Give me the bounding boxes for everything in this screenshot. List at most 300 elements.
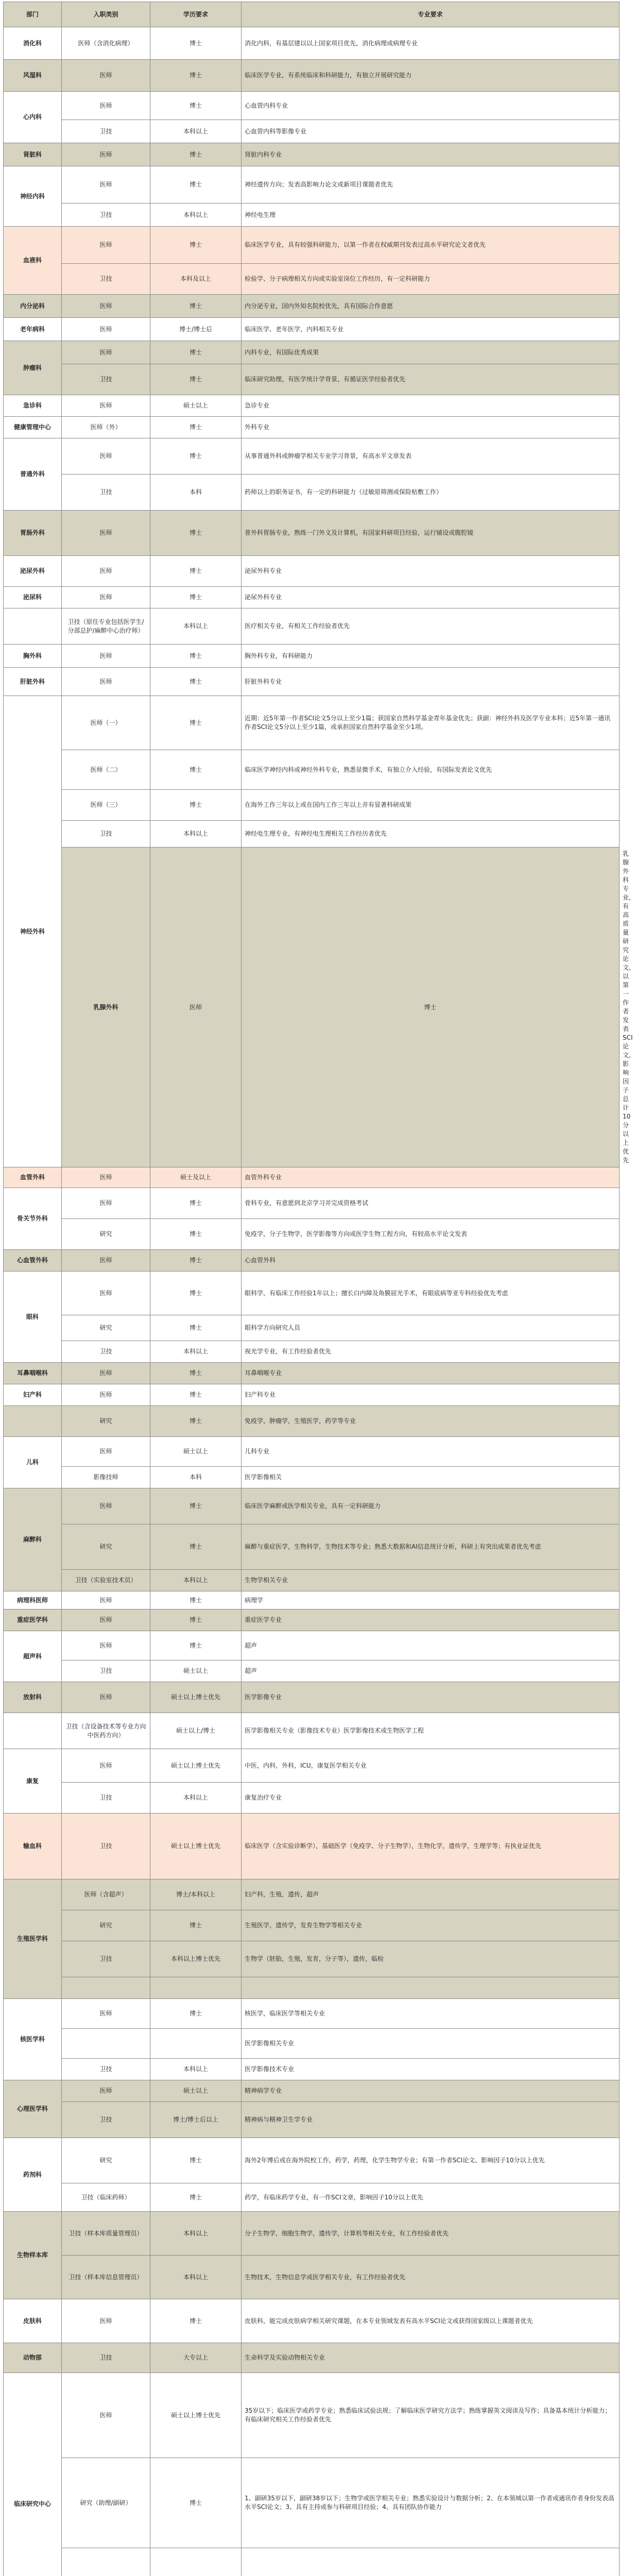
table-row bbox=[4, 556, 620, 587]
table-row bbox=[4, 2343, 620, 2373]
department-cell: 病理科医师 bbox=[4, 1591, 62, 1609]
hire-type-cell: 卫技（样本库质量管理员） bbox=[62, 2212, 150, 2256]
table-row bbox=[4, 2256, 620, 2299]
major-requirement-cell: 骨科专业，有意愿到北京学习并完成资格考试 bbox=[242, 1188, 620, 1219]
major-requirement-cell: 临床医学专业，具有较强科研能力，以第一作者在权威期刊发表过高水平研究论文者优先 bbox=[242, 227, 620, 264]
table-row bbox=[4, 1384, 620, 1406]
major-requirement-cell: 肝脏外科专业 bbox=[242, 668, 620, 696]
major-requirement-cell: 超声 bbox=[242, 1631, 620, 1660]
education-cell: 博士 bbox=[150, 227, 242, 264]
hire-type-cell: 医师 bbox=[62, 2373, 150, 2458]
table-row bbox=[4, 2138, 620, 2183]
table-row bbox=[4, 1783, 620, 1814]
hire-type-cell: 医师 bbox=[62, 1609, 150, 1631]
table-row bbox=[4, 60, 620, 92]
education-cell: 博士 bbox=[150, 1188, 242, 1219]
hire-type-cell: 医师 bbox=[150, 848, 242, 1167]
department-cell: 麻醉科 bbox=[4, 1488, 62, 1591]
hire-type-cell: 医师（外） bbox=[62, 417, 150, 438]
table-row bbox=[4, 438, 620, 474]
department-cell: 血液科 bbox=[4, 227, 62, 295]
table-row bbox=[4, 2102, 620, 2138]
table-row bbox=[4, 1941, 620, 1977]
department-cell: 急诊科 bbox=[4, 395, 62, 417]
department-cell: 胃肠外科 bbox=[4, 511, 62, 556]
major-requirement-cell: 临床医学专业，有系统临床和科研能力，有独立开展研究能力 bbox=[242, 60, 620, 92]
hire-type-cell: 医师 bbox=[62, 1167, 150, 1188]
major-requirement-cell: 医学影像相关 bbox=[242, 1467, 620, 1488]
hire-type-cell: 医师 bbox=[62, 92, 150, 120]
education-cell: 硕士及以上 bbox=[150, 1167, 242, 1188]
header-major-requirement: 专业要求 bbox=[242, 2, 620, 27]
education-cell: 博士 bbox=[150, 1631, 242, 1660]
hire-type-cell: 研究 bbox=[62, 1910, 150, 1941]
education-cell: 博士 bbox=[150, 2299, 242, 2343]
education-cell: 博士 bbox=[150, 645, 242, 668]
education-cell: 博士 bbox=[150, 750, 242, 790]
hire-type-cell: 医师 bbox=[62, 2080, 150, 2102]
hire-type-cell: 医师 bbox=[62, 1749, 150, 1783]
major-requirement-cell: 生物技术，生物信息学或医学相关专业，有工作经验者优先 bbox=[242, 2256, 620, 2299]
hire-type-cell: 医师（二） bbox=[62, 750, 150, 790]
major-requirement-cell: 泌尿外科专业 bbox=[242, 556, 620, 587]
hire-type-cell: 卫技 bbox=[62, 364, 150, 395]
hire-type-cell: 卫技 bbox=[62, 474, 150, 511]
department-cell: 耳鼻咽喉科 bbox=[4, 1363, 62, 1384]
table-row bbox=[4, 2299, 620, 2343]
department-cell: 放射科 bbox=[4, 1682, 62, 1713]
table-row bbox=[4, 264, 620, 295]
major-requirement-cell: 1、副研35岁以下，副研38岁以下；生物学或医学相关专业；熟悉实验设计与数据分析；2、在本领域以第一作者或通讯作者身份发表高水平SCI论文；3、具有主持或参与科研项目经验；4、具有团队协作能力 bbox=[242, 2458, 620, 2548]
table-row bbox=[4, 1363, 620, 1384]
education-cell: 大专以上 bbox=[150, 2343, 242, 2373]
major-requirement-cell: 免疫学，分子生物学，医学影像等方向或医学生物工程方向，有较高水平论文发表 bbox=[242, 1219, 620, 1250]
table-row bbox=[4, 2029, 620, 2059]
hire-type-cell: 卫技 bbox=[62, 1941, 150, 1977]
hire-type-cell: 医师 bbox=[62, 318, 150, 341]
hire-type-cell: 卫技 bbox=[62, 2102, 150, 2138]
education-cell: 博士/博士后 bbox=[150, 318, 242, 341]
table-row bbox=[4, 120, 620, 143]
major-requirement-cell: 分子生物学，细胞生物学，遗传学，计算机等相关专业，有工作经验者优先 bbox=[242, 2212, 620, 2256]
department-cell bbox=[4, 1406, 62, 1437]
department-cell: 药剂科 bbox=[4, 2138, 62, 2212]
major-requirement-cell: 中医，内科，外科，ICU，康复医学相关专业 bbox=[242, 1749, 620, 1783]
department-cell bbox=[4, 1713, 62, 1749]
department-cell: 普通外科 bbox=[4, 438, 62, 511]
education-cell: 本科以上 bbox=[150, 2256, 242, 2299]
major-requirement-cell: 临床医学、老年医学，内科相关专业 bbox=[242, 318, 620, 341]
table-row bbox=[4, 1609, 620, 1631]
major-requirement-cell: 眼科学方向研究人员 bbox=[242, 1315, 620, 1341]
major-requirement-cell: 消化内科，有基层建以以上国家项目优先，消化病理或病理专业 bbox=[242, 27, 620, 60]
department-cell: 血管外科 bbox=[4, 1167, 62, 1188]
hire-type-cell: 研究（助理/副研） bbox=[62, 2458, 150, 2548]
hire-type-cell: 卫技 bbox=[62, 204, 150, 227]
hire-type-cell: 医师（一） bbox=[62, 696, 150, 750]
department-cell: 内分泌科 bbox=[4, 295, 62, 318]
table-row bbox=[4, 166, 620, 204]
table-row bbox=[4, 364, 620, 395]
hire-type-cell: 卫技（临床药师） bbox=[62, 2183, 150, 2212]
education-cell: 博士 bbox=[150, 790, 242, 821]
education-cell: 博士 bbox=[150, 438, 242, 474]
major-requirement-cell: 外科专业 bbox=[242, 417, 620, 438]
table-row bbox=[4, 1713, 620, 1749]
hire-type-cell: 医师 bbox=[62, 1188, 150, 1219]
hire-type-cell: 研究 bbox=[62, 1219, 150, 1250]
department-cell: 肿瘤科 bbox=[4, 341, 62, 395]
table-row bbox=[4, 143, 620, 166]
header-hire-type: 入职类别 bbox=[62, 2, 150, 27]
department-cell: 康复 bbox=[4, 1749, 62, 1814]
major-requirement-cell: 神经电生理专业，有神经电生理相关工作经历者优先 bbox=[242, 821, 620, 848]
table-row bbox=[4, 1167, 620, 1188]
education-cell: 博士 bbox=[150, 1910, 242, 1941]
department-cell: 消化科 bbox=[4, 27, 62, 60]
hire-type-cell: 卫技（含设备技术等专业方向中医药方向） bbox=[62, 1713, 150, 1749]
education-cell: 博士 bbox=[150, 1219, 242, 1250]
hire-type-cell: 医师 bbox=[62, 295, 150, 318]
hire-type-cell: 卫技（实验室技术员） bbox=[62, 1570, 150, 1591]
major-requirement-cell: 血管外科专业 bbox=[242, 1167, 620, 1188]
hire-type-cell: 卫技 bbox=[62, 1341, 150, 1363]
major-requirement-cell: 心血管内科专业 bbox=[242, 92, 620, 120]
major-requirement-cell: 重症医学专业 bbox=[242, 1609, 620, 1631]
department-cell: 肝脏外科 bbox=[4, 668, 62, 696]
table-row bbox=[4, 821, 620, 848]
hire-type-cell: 医师 bbox=[62, 1437, 150, 1467]
education-cell: 本科以上 bbox=[150, 821, 242, 848]
major-requirement-cell: 精神病学专业 bbox=[242, 2080, 620, 2102]
hire-type-cell: 卫技 bbox=[62, 2059, 150, 2080]
department-cell: 动物部 bbox=[4, 2343, 62, 2373]
table-row bbox=[4, 1437, 620, 1467]
department-cell: 乳腺外科 bbox=[62, 848, 150, 1167]
recruitment-table bbox=[3, 2, 620, 2576]
hire-type-cell: 医师 bbox=[62, 143, 150, 166]
major-requirement-cell: 药学，有临床药学专业，有一作SCI文章，影响因子10分以上优先 bbox=[242, 2183, 620, 2212]
major-requirement-cell: 药师以上的职务证书，有一定的科研能力（过敏原筛测或保险贴敷工作） bbox=[242, 474, 620, 511]
header-education: 学历要求 bbox=[150, 2, 242, 27]
table-row bbox=[4, 92, 620, 120]
education-cell: 博士 bbox=[150, 1384, 242, 1406]
hire-type-cell: 研究 bbox=[62, 1406, 150, 1437]
table-row bbox=[4, 1315, 620, 1341]
major-requirement-cell: 心血管内科等影像专业 bbox=[242, 120, 620, 143]
education-cell: 博士 bbox=[150, 2458, 242, 2548]
major-requirement-cell: 视光学专业，有工作经验者优先 bbox=[242, 1341, 620, 1363]
education-cell: 硕士以上 bbox=[150, 395, 242, 417]
education-cell: 博士 bbox=[150, 668, 242, 696]
table-row bbox=[4, 417, 620, 438]
major-requirement-cell: 临床医学（含实验诊断学），基础医学（免疫学、分子生物学），生物化学，遗传学，生理学等；有执业证优先 bbox=[242, 1814, 620, 1879]
major-requirement-cell: 临床医学神经内科或神经外科专业，熟悉显微手术，有独立介入经验，有国际发表论文优先 bbox=[242, 750, 620, 790]
education-cell: 博士 bbox=[150, 417, 242, 438]
major-requirement-cell: 儿科专业 bbox=[242, 1437, 620, 1467]
hire-type-cell: 医师（含消化病理） bbox=[62, 27, 150, 60]
education-cell: 本科以上 bbox=[150, 1341, 242, 1363]
major-requirement-cell: 35岁以下；临床医学或药学专业；熟悉临床试验法规；了解临床医学研究方法学；熟练掌握英文阅读及写作；具备基本统计分析能力；有临床研究相关工作经验者优先 bbox=[242, 2373, 620, 2458]
major-requirement-cell: 内分泌专业，国内外知名院校优先，具有国际合作意愿 bbox=[242, 295, 620, 318]
major-requirement-cell: 生物学（胚胎，生殖，发育，分子等），遗传，临检 bbox=[242, 1941, 620, 1977]
major-requirement-cell: 从事普通外科或肿瘤学相关专业学习背景，有高水平文章发表 bbox=[242, 438, 620, 474]
major-requirement-cell: 近期：近5年第一作者SCI论文5分以上至少1篇；获国家自然科学基金青年基金优先；获副：神经外科及医学专业本科；近5年第一通讯作者SCI论文5分以上至少1篇，或承担国家自然科学基金至少1项。 bbox=[242, 696, 620, 750]
major-requirement-cell: 超声 bbox=[242, 1660, 620, 1682]
hire-type-cell: 医师 bbox=[62, 511, 150, 556]
hire-type-cell: 卫技 bbox=[62, 1660, 150, 1682]
department-cell: 临床研究中心 bbox=[4, 2373, 62, 2576]
major-requirement-cell: 心血管外科 bbox=[242, 1250, 620, 1272]
table-row bbox=[4, 1910, 620, 1941]
hire-type-cell: 医师 bbox=[62, 1384, 150, 1406]
major-requirement-cell: 麻醉与重症医学，生物科学，生物技术等专业；熟悉大数据和AI信息统计分析，科研上有突出成果者优先考虑 bbox=[242, 1524, 620, 1570]
hire-type-cell: 医师 bbox=[62, 1363, 150, 1384]
education-cell: 硕士以上/博士 bbox=[150, 1713, 242, 1749]
department-cell: 儿科 bbox=[4, 1437, 62, 1488]
major-requirement-cell: 眼科学，有临床工作经验1年以上；擅长白内障及角膜屈光手术，有眼底病等亚专科经验优先考虑 bbox=[242, 1272, 620, 1315]
education-cell: 博士 bbox=[150, 556, 242, 587]
education-cell: 博士 bbox=[150, 1609, 242, 1631]
department-cell: 生殖医学科 bbox=[4, 1879, 62, 1999]
hire-type-cell: 卫技（样本库信息管理员） bbox=[62, 2256, 150, 2299]
major-requirement-cell: 神经电生理 bbox=[242, 204, 620, 227]
department-cell: 皮肤科 bbox=[4, 2299, 62, 2343]
table-row bbox=[4, 608, 620, 645]
education-cell bbox=[150, 1977, 242, 1999]
table-row bbox=[4, 1188, 620, 1219]
table-row bbox=[4, 790, 620, 821]
major-requirement-cell: 泌尿外科专业 bbox=[242, 587, 620, 608]
table-row bbox=[4, 341, 620, 364]
major-requirement-cell: 医学影像技术专业 bbox=[242, 2059, 620, 2080]
education-cell: 博士/博士后以上 bbox=[150, 2102, 242, 2138]
major-requirement-cell: 在海外工作三年以上或在国内工作三年以上并有显著科研成果 bbox=[242, 790, 620, 821]
department-cell: 胸外科 bbox=[4, 645, 62, 668]
education-cell: 博士 bbox=[150, 60, 242, 92]
education-cell: 博士 bbox=[150, 1591, 242, 1609]
hire-type-cell: 医师 bbox=[62, 395, 150, 417]
education-cell: 硕士以上博士优先 bbox=[150, 1814, 242, 1879]
education-cell: 博士 bbox=[150, 295, 242, 318]
education-cell: 硕士以上 bbox=[150, 1437, 242, 1467]
department-cell: 心内科 bbox=[4, 92, 62, 143]
hire-type-cell: 卫技 bbox=[62, 2343, 150, 2373]
major-requirement-cell: 医学影像专业 bbox=[242, 1682, 620, 1713]
table-row bbox=[4, 2212, 620, 2256]
table-row bbox=[4, 1814, 620, 1879]
major-requirement-cell: 海外2年博后或在海外院校工作，药学，药理，化学生物学专业；有第一作者SCI论文、影响因子10分以上优先 bbox=[242, 2138, 620, 2183]
table-row bbox=[4, 668, 620, 696]
department-cell: 泌尿外科 bbox=[4, 556, 62, 587]
table-row bbox=[4, 750, 620, 790]
table-row bbox=[4, 1977, 620, 1999]
table-row bbox=[4, 27, 620, 60]
major-requirement-cell: 神经遗传方向；发表高影响力论文或新项目课题者优先 bbox=[242, 166, 620, 204]
education-cell: 博士 bbox=[150, 166, 242, 204]
major-requirement-cell: 妇产科专业 bbox=[242, 1384, 620, 1406]
hire-type-cell: 医师 bbox=[62, 1999, 150, 2029]
hire-type-cell: 卫技 bbox=[62, 821, 150, 848]
department-cell: 神经外科 bbox=[4, 696, 62, 1167]
education-cell: 博士 bbox=[150, 1406, 242, 1437]
major-requirement-cell: 临床医学麻醉或医学相关专业，具有一定科研能力 bbox=[242, 1488, 620, 1524]
table-row bbox=[4, 1682, 620, 1713]
table-row bbox=[4, 1341, 620, 1363]
major-requirement-cell: 医学影像相关专业 bbox=[242, 2029, 620, 2059]
education-cell: 本科以上 bbox=[150, 608, 242, 645]
table-row bbox=[4, 2548, 620, 2576]
department-cell: 重症医学科 bbox=[4, 1609, 62, 1631]
major-requirement-cell: 内科专业，有国际优秀成果 bbox=[242, 341, 620, 364]
department-cell: 泌尿科 bbox=[4, 587, 62, 608]
hire-type-cell: 医师 bbox=[62, 668, 150, 696]
department-cell: 肾脏科 bbox=[4, 143, 62, 166]
table-row bbox=[4, 645, 620, 668]
major-requirement-cell: 免疫学，肿瘤学，生殖医学，药学等专业 bbox=[242, 1406, 620, 1437]
education-cell: 博士 bbox=[150, 143, 242, 166]
education-cell: 博士 bbox=[150, 1524, 242, 1570]
education-cell: 本科以上 bbox=[150, 1570, 242, 1591]
education-cell: 博士 bbox=[150, 587, 242, 608]
table-row bbox=[4, 1219, 620, 1250]
hire-type-cell: 医师 bbox=[62, 645, 150, 668]
education-cell bbox=[150, 2029, 242, 2059]
hire-type-cell: 卫技 bbox=[62, 264, 150, 295]
major-requirement-cell: 普外科胃肠专业，熟练一门外文及计算机，有国家科研项目经验，运行铺设或腹腔镜 bbox=[242, 511, 620, 556]
education-cell: 本科以上博士优先 bbox=[150, 1941, 242, 1977]
table-row bbox=[4, 2458, 620, 2548]
hire-type-cell: 研究 bbox=[62, 2138, 150, 2183]
education-cell: 本科以上 bbox=[150, 1783, 242, 1814]
major-requirement-cell: 精神病与精神卫生学专业 bbox=[242, 2102, 620, 2138]
hire-type-cell: 医师（三） bbox=[62, 790, 150, 821]
department-cell: 生物样本库 bbox=[4, 2212, 62, 2299]
hire-type-cell: 影像技师 bbox=[62, 1467, 150, 1488]
header-row bbox=[4, 2, 620, 27]
hire-type-cell: 医师 bbox=[62, 438, 150, 474]
major-requirement-cell: 临床研究助理，有医学统计学背景，有循证医学经验者优先 bbox=[242, 364, 620, 395]
hire-type-cell: 卫技 bbox=[62, 1783, 150, 1814]
education-cell: 本科及以上 bbox=[150, 264, 242, 295]
hire-type-cell bbox=[62, 2548, 150, 2576]
education-cell: 博士 bbox=[150, 1250, 242, 1272]
table-row bbox=[4, 474, 620, 511]
table-row bbox=[4, 1999, 620, 2029]
table-row bbox=[4, 1660, 620, 1682]
education-cell: 博士 bbox=[150, 27, 242, 60]
department-cell: 风湿科 bbox=[4, 60, 62, 92]
education-cell: 本科以上 bbox=[150, 204, 242, 227]
education-cell: 硕士以上 bbox=[150, 2080, 242, 2102]
major-requirement-cell: 皮肤科，能完成皮肤病学相关研究课题，在本专业领域发表有高水平SCI论文或获得国家级以上课题者优先 bbox=[242, 2299, 620, 2343]
table-row bbox=[4, 1570, 620, 1591]
education-cell: 博士 bbox=[150, 1488, 242, 1524]
hire-type-cell: 研究 bbox=[62, 1524, 150, 1570]
hire-type-cell: 医师（含超声） bbox=[62, 1879, 150, 1910]
education-cell: 博士/本科以上 bbox=[150, 1879, 242, 1910]
hire-type-cell bbox=[62, 1977, 150, 1999]
hire-type-cell: 卫技 bbox=[62, 120, 150, 143]
education-cell: 本科以上 bbox=[150, 2059, 242, 2080]
hire-type-cell: 研究 bbox=[62, 1315, 150, 1341]
table-row bbox=[4, 511, 620, 556]
table-row bbox=[4, 1250, 620, 1272]
major-requirement-cell: 急诊专业 bbox=[242, 395, 620, 417]
major-requirement-cell: 医疗相关专业，有相关工作经验者优先 bbox=[242, 608, 620, 645]
hire-type-cell: 医师 bbox=[62, 587, 150, 608]
education-cell: 博士 bbox=[242, 848, 620, 1167]
table-row bbox=[4, 1591, 620, 1609]
education-cell: 博士 bbox=[150, 1315, 242, 1341]
table-row bbox=[4, 587, 620, 608]
department-cell: 心血管外科 bbox=[4, 1250, 62, 1272]
hire-type-cell: 医师 bbox=[62, 1631, 150, 1660]
education-cell: 硕士以上博士优先 bbox=[150, 1749, 242, 1783]
table-row bbox=[4, 2059, 620, 2080]
table-row bbox=[4, 2183, 620, 2212]
hire-type-cell: 医师 bbox=[62, 556, 150, 587]
table-row bbox=[4, 295, 620, 318]
education-cell: 硕士以上博士优先 bbox=[150, 1682, 242, 1713]
hire-type-cell bbox=[62, 2029, 150, 2059]
education-cell: 本科 bbox=[150, 1467, 242, 1488]
department-cell: 超声科 bbox=[4, 1631, 62, 1682]
education-cell: 博士 bbox=[150, 1363, 242, 1384]
table-row bbox=[4, 1749, 620, 1783]
education-cell: 博士 bbox=[150, 92, 242, 120]
education-cell: 博士 bbox=[150, 511, 242, 556]
education-cell: 博士 bbox=[150, 2138, 242, 2183]
table-row bbox=[4, 1631, 620, 1660]
table-row: 乳腺外科 医师 博士 乳腺外科专业，有高质量研究论文，以第一作者发表SCI论文，影响因子总计10分以上优先 bbox=[4, 848, 620, 1167]
hire-type-cell: 医师 bbox=[62, 166, 150, 204]
table-row bbox=[4, 204, 620, 227]
table-row bbox=[4, 1524, 620, 1570]
hire-type-cell: 医师 bbox=[62, 1272, 150, 1315]
header-department: 部门 bbox=[4, 2, 62, 27]
major-requirement-cell: 康复治疗专业 bbox=[242, 1783, 620, 1814]
hire-type-cell: 医师 bbox=[62, 341, 150, 364]
education-cell: 博士 bbox=[150, 1999, 242, 2029]
department-cell: 健康管理中心 bbox=[4, 417, 62, 438]
table-row bbox=[4, 1406, 620, 1437]
department-cell: 心理医学科 bbox=[4, 2080, 62, 2138]
department-cell: 输血科 bbox=[4, 1814, 62, 1879]
table-row bbox=[4, 2080, 620, 2102]
major-requirement-cell: 生殖医学，遗传学，发育生物学等相关专业 bbox=[242, 1910, 620, 1941]
major-requirement-cell: 肾脏内科专业 bbox=[242, 143, 620, 166]
department-cell: 核医学科 bbox=[4, 1999, 62, 2080]
education-cell: 硕士以上博士优先 bbox=[150, 2373, 242, 2458]
department-cell: 骨关节外科 bbox=[4, 1188, 62, 1250]
hire-type-cell: 医师 bbox=[62, 1250, 150, 1272]
education-cell: 本科以上 bbox=[150, 2212, 242, 2256]
hire-type-cell: 卫技（原住专业包括医学生/分部总护/麻醉中心治疗师） bbox=[62, 608, 150, 645]
major-requirement-cell: 胸外科专业，有科研能力 bbox=[242, 645, 620, 668]
table-row bbox=[4, 395, 620, 417]
table-row bbox=[4, 318, 620, 341]
hire-type-cell: 医师 bbox=[62, 60, 150, 92]
table-row bbox=[4, 1467, 620, 1488]
hire-type-cell: 医师 bbox=[62, 227, 150, 264]
major-requirement-cell: 妇产科，生殖，遗传，超声 bbox=[242, 1879, 620, 1910]
major-requirement-cell: 核医学，临床医学等相关专业 bbox=[242, 1999, 620, 2029]
hire-type-cell: 卫技 bbox=[62, 1814, 150, 1879]
table-row bbox=[4, 1272, 620, 1315]
table-row bbox=[4, 2373, 620, 2458]
table-row bbox=[4, 696, 620, 750]
